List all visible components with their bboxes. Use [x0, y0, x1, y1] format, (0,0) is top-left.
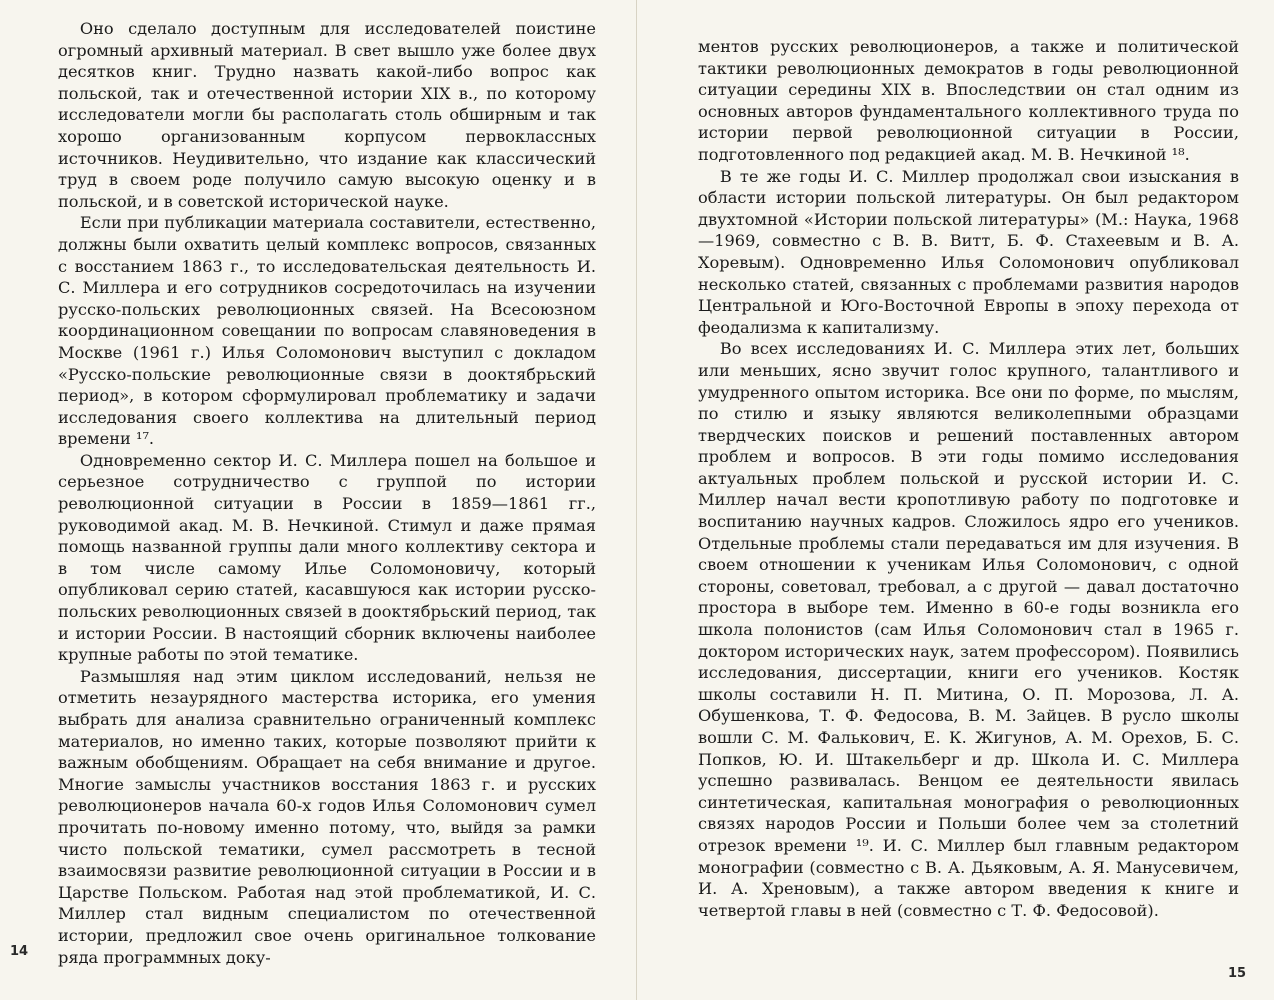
paragraph: Если при публикации материала составители, естественно, должны были охватить целый комплекс вопросов, связанных с восстанием 1863 г., то исследовательская деятельность И. С. Миллера и его сотрудников сосредоточилась на изучении русско-польских революционных связей. На Всесоюзном координационном совещании по вопросам славяноведения в Москве (1961 г.) Илья Соломонович выступил с докладом «Русско-польские революционные связи в дооктябрьский период», в котором сформулировал проблематику и задачи исследования своего коллектива на длительный период времени ¹⁷.: [58, 213, 596, 449]
paragraph: Оно сделало доступным для исследователей поистине огромный архивный материал. В свет вышло уже более двух десятков книг. Трудно назвать какой-либо вопрос как польской, так и отечественной истории XIX в., по которому исследователи могли бы располагать столь обширным и так хорошо организованным корпусом первоклассных источников. Неудивительно, что издание как классический труд в своем роде получило самую высокую оценку и в польской, и в советской исторической науке.: [58, 19, 596, 211]
page-number: 14: [10, 944, 29, 959]
paragraph: Во всех исследованиях И. С. Миллера этих лет, больших или меньших, ясно звучит голос крупного, талантливого и умудренного опытом историка. Все они по форме, по мыслям, по стилю и языку являются великолепными образцами твердческих поисков и решений поставленных автором проблем и вопросов. В эти годы помимо исследования актуальных проблем польской и русской истории И. С. Миллер начал вести кропотливую работу по подготовке и воспитанию научных кадров. Сложилось ядро его учеников. Отдельные проблемы стали передаваться им для изучения. В своем отношении к ученикам Илья Соломонович, с одной стороны, советовал, требовал, а с другой — давал достаточно простора в выборе тем. Именно в 60-е годы возникла его школа полонистов (сам Илья Соломонович стал в 1965 г. доктором исторических наук, затем профессором). Появились исследования, диссертации, книги его учеников. Костяк школы составили Н. П. Митина, О. П. Морозова, Л. А. Обушенкова, Т. Ф. Федосова, В. М. Зайцев. В русло школы вошли С. М. Фалькович, Е. К. Жигунов, А. М. Орехов, Б. С. Попков, Ю. И. Штакельберг и др. Школа И. С. Миллера успешно развивалась. Венцом ее деятельности явилась синтетическая, капитальная монография о революционных связях народов России и Польши более чем за столетний отрезок времени ¹⁹. И. С. Миллер был главным редактором монографии (совместно с В. А. Дьяковым, А. Я. Манусевичем, И. А. Хреновым), а также автором введения к книге и четвертой главы в ней (совместно с Т. Ф. Федосовой).: [698, 339, 1239, 920]
right-page-text: [698, 36, 1239, 921]
paragraph-continued: ментов русских революционеров, а также и политической тактики революционных демократов в годы революционной ситуации середины XIX в. Впоследствии он стал одним из основных авторов фундаментального коллективного труда по истории первой революционной ситуации в России, подготовленного под редакцией акад. М. В. Нечкиной ¹⁸.: [698, 37, 1239, 164]
left-page-text: [58, 18, 596, 968]
paragraph: Размышляя над этим циклом исследований, нельзя не отметить незаурядного мастерства историка, его умения выбрать для анализа сравнительно ограниченный комплекс материалов, но именно таких, которые позволяют прийти к важным обобщениям. Обращает на себя внимание и другое. Многие замыслы участников восстания 1863 г. и русских революционеров начала 60-х годов Илья Соломонович сумел прочитать по-новому именно потому, что, выйдя за рамки чисто польской тематики, сумел рассмотреть в тесной взаимосвязи развитие революционной ситуации в России и в Царстве Польском. Работая над этой проблематикой, И. С. Миллер стал видным специалистом по отечественной истории, предложил свое очень оригинальное толкование ряда программных доку-: [58, 666, 596, 967]
paragraph: Одновременно сектор И. С. Миллера пошел на большое и серьезное сотрудничество с группой по истории революционной ситуации в России в 1859—1861 гг., руководимой акад. М. В. Нечкиной. Стимул и даже прямая помощь названной группы дали много коллективу сектора и в том числе самому Илье Соломоновичу, который опубликовал серию статей, касавшуюся как истории русско-польских революционных связей в дооктябрьский период, так и истории России. В настоящий сборник включены наиболее крупные работы по этой тематике.: [58, 450, 596, 665]
paragraph: В те же годы И. С. Миллер продолжал свои изыскания в области истории польской литературы. Он был редактором двухтомной «Истории польской литературы» (М.: Наука, 1968—1969, совместно с В. В. Витт, Б. Ф. Стахеевым и В. А. Хоревым). Одновременно Илья Соломонович опубликовал несколько статей, связанных с проблемами развития народов Центральной и Юго-Восточной Европы в эпоху перехода от феодализма к капитализму.: [698, 166, 1239, 337]
right-page: [637, 0, 1274, 1000]
page-number: 15: [1228, 966, 1247, 981]
